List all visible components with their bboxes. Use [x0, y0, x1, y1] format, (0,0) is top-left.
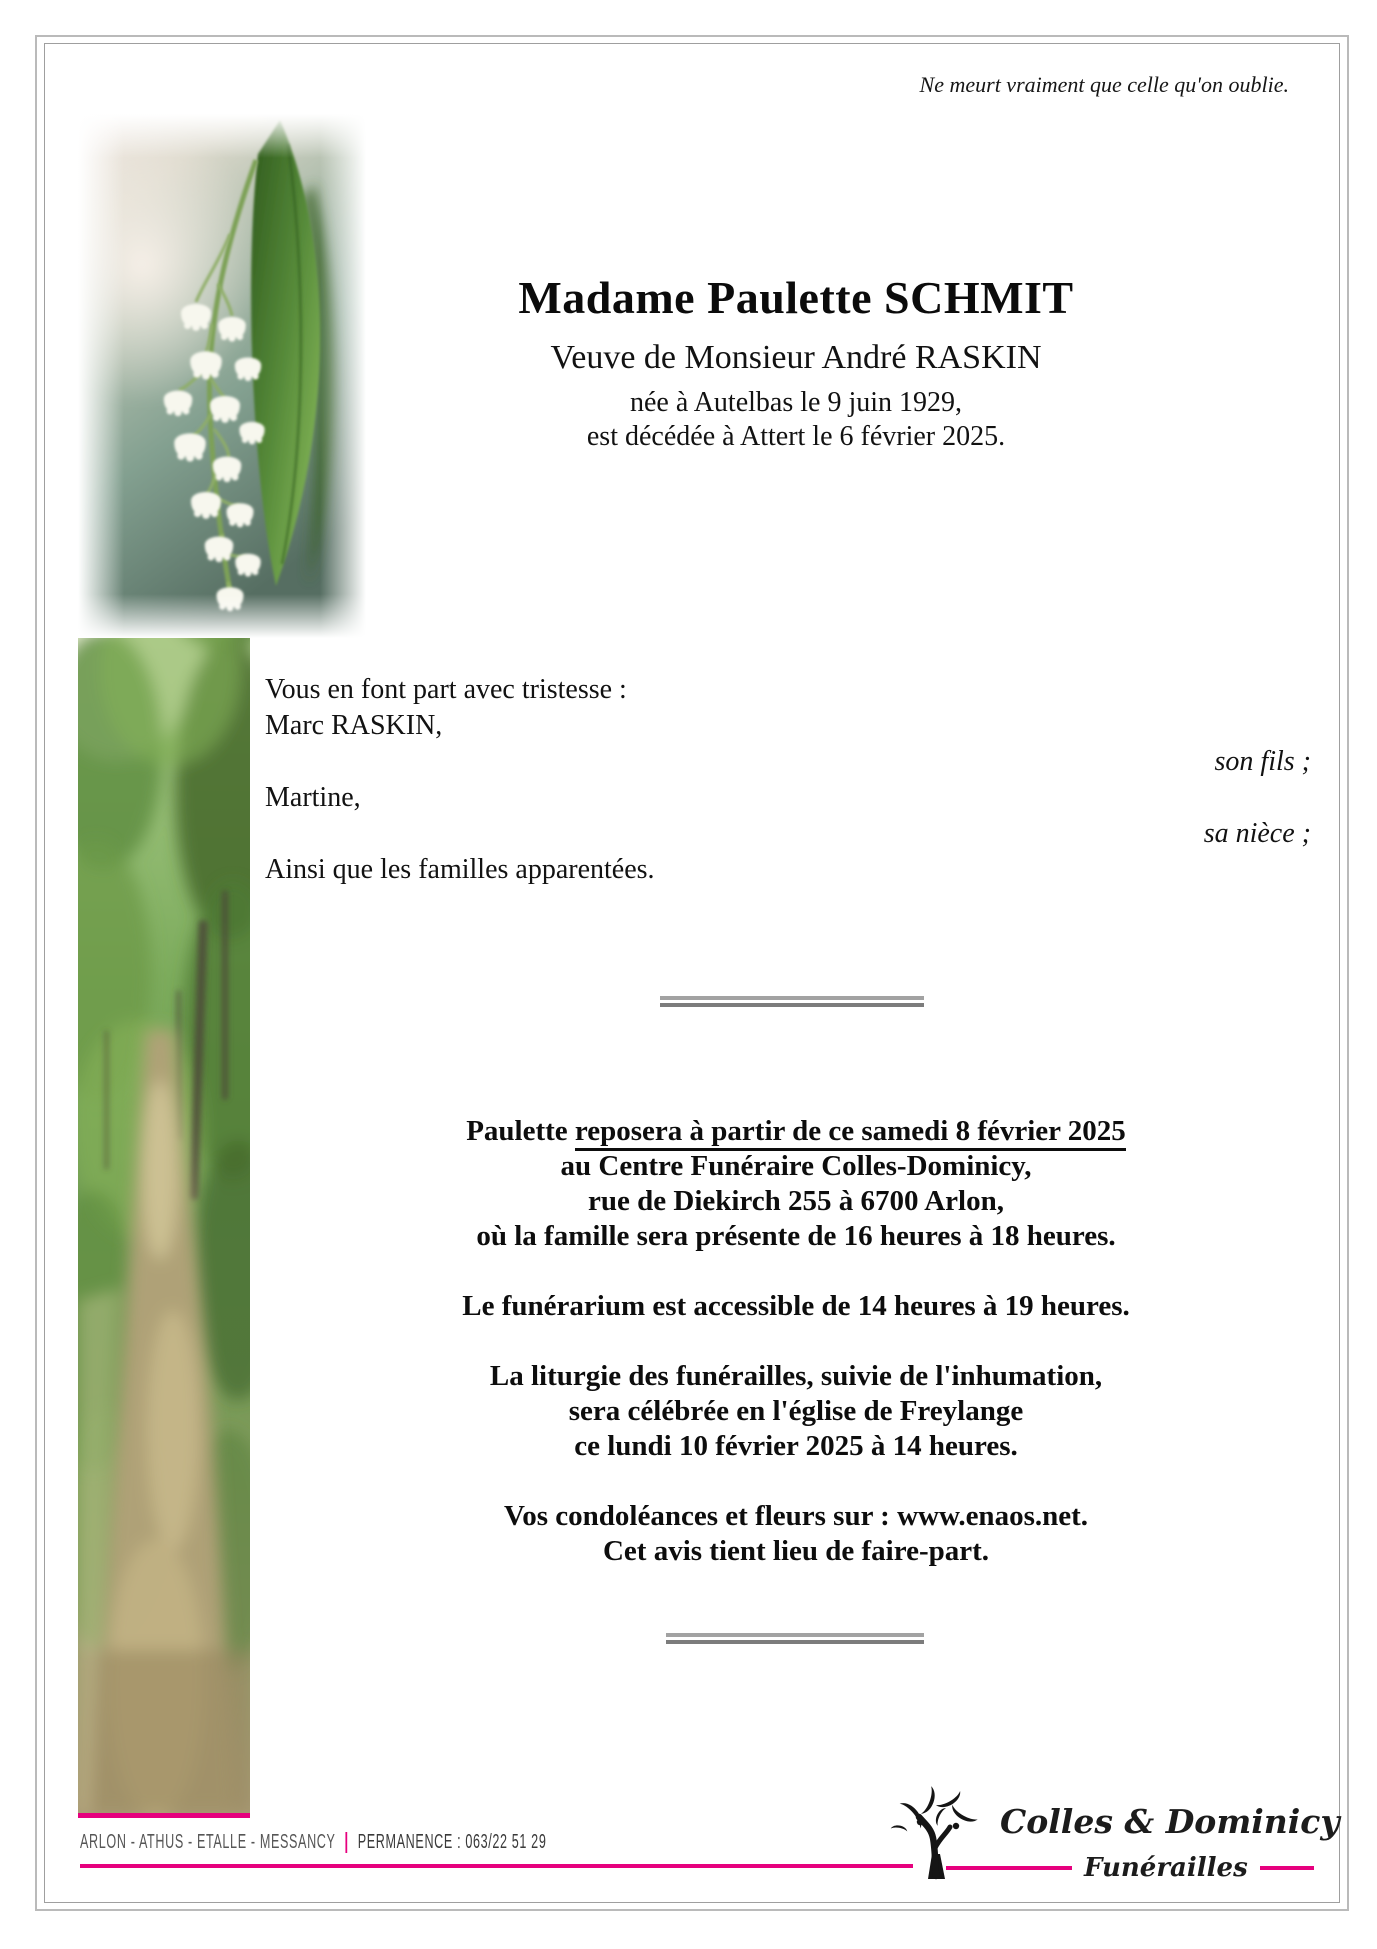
family-member-relation: son fils ; — [1214, 746, 1311, 777]
funerarium-hours-line: Le funérarium est accessible de 14 heures à 19 heures. — [462, 1290, 1130, 1322]
forest-path-illustration — [78, 470, 250, 1813]
divider-line — [660, 996, 924, 1000]
section-divider-bottom — [666, 1633, 924, 1644]
section-divider-top — [660, 996, 924, 1007]
photo-underline-accent — [78, 1813, 250, 1818]
funeral-home-logo-name: Colles & Dominicy — [1000, 1802, 1340, 1841]
repose-date-underlined: reposera à partir de ce samedi 8 février 2025 — [575, 1115, 1126, 1151]
deceased-subtitle: Veuve de Monsieur André RASKIN — [550, 339, 1042, 376]
church-line: sera célébrée en l'église de Freylange — [568, 1395, 1024, 1427]
family-member-relation: sa nièce ; — [1203, 818, 1311, 849]
deceased-name: Madame Paulette SCHMIT — [518, 272, 1074, 323]
footer-separator: | — [344, 1828, 349, 1853]
birth-line: née à Autelbas le 9 juin 1929, — [629, 387, 963, 418]
death-line: est décédée à Attert le 6 février 2025. — [586, 421, 1006, 452]
family-intro: Vous en font part avec tristesse : — [265, 674, 627, 705]
family-section — [265, 672, 1311, 888]
footer-permanence: PERMANENCE : 063/22 51 29 — [357, 1831, 547, 1853]
forest-path-photo — [78, 470, 250, 1813]
family-outro: Ainsi que les familles apparentées. — [265, 854, 655, 885]
funeral-home-logo-subtitle: Funérailles — [1084, 1853, 1248, 1883]
faire-part-line: Cet avis tient lieu de faire-part. — [602, 1535, 990, 1567]
divider-line — [660, 1003, 924, 1007]
logo-dash-left — [946, 1866, 1072, 1870]
ceremony-details — [270, 1114, 1322, 1569]
footer-cities: ARLON - ATHUS - ETALLE - MESSANCY — [80, 1831, 336, 1853]
deceased-header — [270, 272, 1322, 454]
repose-line — [270, 1114, 1322, 1149]
family-presence-line: où la famille sera présente de 16 heures à 18 heures. — [476, 1220, 1116, 1252]
family-member-name: Marc RASKIN, — [265, 710, 443, 741]
address-line: rue de Diekirch 255 à 6700 Arlon, — [588, 1185, 1004, 1217]
footer-accent-line — [80, 1864, 913, 1868]
footer-contact-line — [80, 1828, 546, 1854]
divider-line — [666, 1633, 924, 1637]
ceremony-date-line: ce lundi 10 février 2025 à 14 heures. — [574, 1430, 1018, 1462]
liturgy-line: La liturgie des funérailles, suivie de l'inhumation, — [489, 1360, 1103, 1392]
memorial-quote: Ne meurt vraiment que celle qu'on oublie. — [919, 72, 1289, 97]
divider-line — [666, 1640, 924, 1644]
condolences-line: Vos condoléances et fleurs sur : www.enaos.net. — [503, 1500, 1089, 1532]
logo-dash-right — [1260, 1866, 1314, 1870]
repose-prefix: Paulette — [466, 1115, 575, 1147]
funeral-home-line: au Centre Funéraire Colles-Dominicy, — [560, 1150, 1032, 1182]
family-member-name: Martine, — [265, 782, 361, 813]
logo-subtitle-row — [946, 1852, 1314, 1884]
